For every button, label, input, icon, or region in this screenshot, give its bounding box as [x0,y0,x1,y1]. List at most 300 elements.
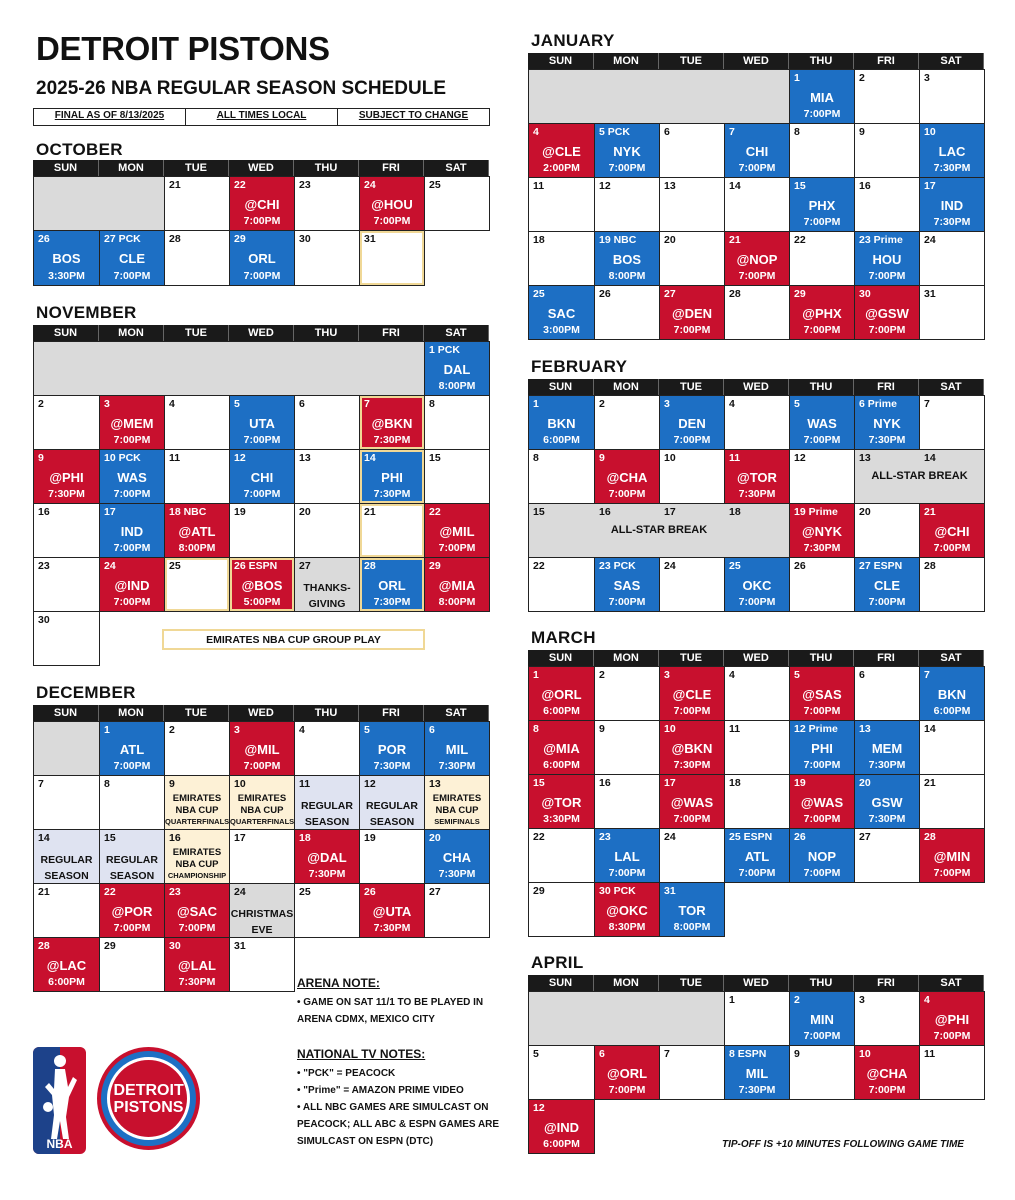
game-cell[interactable] [99,395,165,450]
day-cell [724,774,790,829]
day-number: 5 [533,1048,539,1060]
game-cell[interactable] [594,231,660,286]
day-number: 13 [664,180,676,192]
opponent: ORL [378,578,406,593]
game-cell[interactable] [594,828,660,883]
game-cell[interactable] [99,503,165,558]
day-number: 29 [533,885,545,897]
opponent: @MIA [543,741,580,756]
game-cell[interactable] [594,449,660,504]
opponent: CLE [874,578,900,593]
opponent: CHA [442,850,472,865]
game-time: 7:00PM [738,270,776,282]
game-cell[interactable] [659,666,725,721]
day-number: 21 [364,506,376,518]
game-cell[interactable] [528,774,595,829]
opponent: @LAL [178,958,216,973]
game-cell[interactable] [229,721,295,776]
tv-notes [297,1045,512,1150]
game-cell[interactable] [789,395,855,450]
day-number: 16 [599,777,611,789]
january-weekday-tue: TUE [659,53,724,69]
day-number: 25 ESPN [729,831,773,843]
game-time: 7:00PM [803,108,841,120]
day-cell [659,449,725,504]
day-cell [33,557,100,612]
note-text: REGULAR SEASON [106,854,158,882]
opponent: HOU [872,252,902,267]
game-time: 7:00PM [868,1084,906,1096]
game-cell[interactable] [789,666,855,721]
game-cell[interactable] [854,774,920,829]
game-time: 7:00PM [803,705,841,717]
game-time: 7:30PM [373,434,411,446]
opponent: @SAS [802,687,842,702]
day-number: 8 ESPN [729,1048,767,1060]
game-cell[interactable] [229,557,295,612]
opponent: @BKN [371,416,413,431]
day-number: 27 PCK [104,233,141,245]
november-label: NOVEMBER [36,303,137,322]
day-number: 23 [38,560,50,572]
day-number: 13 [859,452,871,464]
opponent: @MIL [439,524,475,539]
day-number: 1 [794,72,800,84]
day-number: 14 [364,452,376,464]
day-number: 14 [924,723,936,735]
game-cell[interactable] [854,395,920,450]
day-number: 24 [664,560,676,572]
day-number: 2 [38,398,44,410]
game-cell[interactable] [789,503,855,558]
blank-cell [33,721,100,776]
game-cell[interactable] [424,829,490,884]
day-number: 26 [794,560,806,572]
game-cell[interactable] [919,991,985,1046]
day-number: 3 [104,398,110,410]
game-cell[interactable] [594,1045,660,1100]
game-cell[interactable] [854,1045,920,1100]
game-cell[interactable] [854,557,920,612]
game-cell[interactable] [528,720,595,775]
opponent: @DEN [671,306,713,321]
january-weekday-sun: SUN [528,53,594,69]
game-cell[interactable] [229,449,295,504]
game-cell[interactable] [724,123,790,178]
game-cell[interactable] [789,774,855,829]
game-time: 7:30PM [48,488,85,500]
opponent: @WAS [800,795,844,810]
day-number: 10 [664,452,676,464]
day-number: 21 [924,506,936,518]
day-number: 26 [599,288,611,300]
game-cell[interactable] [919,123,985,178]
game-cell[interactable] [99,557,165,612]
game-cell[interactable] [528,666,595,721]
day-cell [659,231,725,286]
cup-round: SEMIFINALS [434,817,480,826]
day-number: 27 ESPN [859,560,903,572]
opponent: @CHI [934,524,970,539]
cup-note [230,793,294,828]
game-cell[interactable] [229,230,295,286]
day-cell [789,231,855,286]
game-cell[interactable] [789,285,855,340]
day-cell [229,503,295,558]
day-number: 15 [533,506,545,518]
day-number: 15 [104,832,116,844]
game-cell[interactable] [854,285,920,340]
day-number: 24 [924,234,936,246]
opponent: @MIL [244,742,280,757]
game-time: 7:00PM [608,488,646,500]
day-number: 29 [794,288,806,300]
game-cell[interactable] [359,449,425,504]
game-time: 7:00PM [868,324,906,336]
blank-cell [528,503,790,558]
opponent: BOS [52,251,81,266]
day-cell [164,557,230,612]
opponent: @CHI [244,197,280,212]
game-cell[interactable] [789,177,855,232]
game-time: 7:00PM [738,162,776,174]
game-time: 6:00PM [543,759,580,771]
day-cell [294,883,360,938]
november-weekday-thu: THU [294,325,359,341]
game-cell[interactable] [424,503,490,558]
day-cell [789,557,855,612]
game-cell[interactable] [229,176,295,231]
game-cell[interactable] [424,341,490,396]
day-number: 19 [364,832,376,844]
game-time: 7:30PM [868,759,906,771]
day-number: 25 [169,560,181,572]
day-cell [659,177,725,232]
regular-season-note [34,852,99,884]
day-number: 11 [729,723,741,735]
game-time: 3:30PM [543,813,580,825]
day-number: 24 [234,886,246,898]
game-cell[interactable] [99,883,165,938]
opponent: @MIA [438,578,476,593]
day-number: 19 [234,506,246,518]
opponent: NOP [807,849,837,864]
nba-logo-text: NBA [46,1137,73,1151]
day-number: 4 [924,994,930,1006]
opponent: @SAC [176,904,218,919]
day-number: 3 [234,724,240,736]
day-number: 14 [38,832,50,844]
day-number: 9 [599,723,605,735]
game-time: 7:00PM [933,1030,971,1042]
cup-note [165,847,229,882]
game-cell[interactable] [724,828,790,883]
game-cell[interactable] [854,231,920,286]
opponent: @CLE [542,144,581,159]
day-cell [724,720,790,775]
game-cell[interactable] [789,828,855,883]
all-star-break-label: ALL-STAR BREAK [871,470,968,482]
game-cell[interactable] [659,882,725,937]
opponent: IND [120,524,144,539]
game-cell[interactable] [659,720,725,775]
day-number: 19 NBC [599,234,637,246]
tv-note-simulcast: • ALL NBC GAMES ARE SIMULCAST ON PEACOCK; ALL ABC & ESPN GAMES ARE SIMULCAST ON ESPN (DTC) [297,1102,500,1147]
day-cell [854,69,920,124]
note-text: CHRISTMAS EVE [230,908,294,936]
day-cell [229,937,295,992]
day-number: 23 Prime [859,234,903,246]
opponent: BKN [937,687,967,702]
day-cell [99,775,165,830]
game-cell[interactable] [359,557,425,612]
day-number: 6 [429,724,435,736]
game-cell[interactable] [789,991,855,1046]
game-time: 7:00PM [113,488,151,500]
game-cell[interactable] [528,395,595,450]
october-weekday-fri: FRI [359,160,424,176]
january-weekday-fri: FRI [854,53,919,69]
day-cell [424,449,490,504]
opponent: @NOP [736,252,778,267]
day-number: 30 [299,233,311,245]
day-cell [724,991,790,1046]
opponent: @CHA [866,1066,908,1081]
day-number: 16 [599,506,611,518]
day-cell [789,449,855,504]
opponent: ATL [744,849,770,864]
day-cell [528,449,595,504]
game-time: 7:30PM [373,596,411,608]
day-cell [164,721,230,776]
day-cell [919,69,985,124]
opponent: CHI [250,470,274,485]
day-number: 28 [364,560,376,572]
game-time: 7:00PM [673,434,711,446]
game-cell[interactable] [724,231,790,286]
opponent: @HOU [371,197,413,212]
day-number: 8 [533,723,539,735]
game-cell[interactable] [229,395,295,450]
day-number: 3 [664,398,670,410]
day-number: 1 PCK [429,344,460,356]
game-cell[interactable] [594,123,660,178]
day-number: 6 [299,398,305,410]
day-number: 12 [234,452,246,464]
day-cell [659,557,725,612]
opponent: @ORL [606,1066,648,1081]
day-number: 20 [664,234,676,246]
game-cell[interactable] [33,937,100,992]
day-cell [724,666,790,721]
game-time: 5:00PM [243,596,281,608]
cup-note [425,793,489,828]
day-cell [919,1045,985,1100]
game-cell[interactable] [724,557,790,612]
nba-logo [33,1047,86,1154]
game-time: 7:00PM [438,542,476,554]
game-cell[interactable] [594,557,660,612]
day-number: 27 [429,886,441,898]
game-cell[interactable] [359,883,425,938]
game-time: 8:00PM [608,270,646,282]
opponent: BKN [547,416,576,431]
game-time: 7:00PM [113,542,151,554]
cup-group-play-banner: EMIRATES NBA CUP GROUP PLAY [162,629,425,650]
day-number: 1 [729,994,735,1006]
game-cell[interactable] [789,720,855,775]
cup-round: QUARTERFINALS [230,817,295,826]
day-number: 28 [169,233,181,245]
february-weekday-wed: WED [724,379,789,395]
game-time: 7:00PM [868,596,906,608]
game-cell[interactable] [919,666,985,721]
game-cell[interactable] [33,230,100,286]
day-number: 17 [104,506,116,518]
opponent: @PHI [934,1012,970,1027]
game-cell[interactable] [919,828,985,883]
game-cell[interactable] [789,69,855,124]
day-number: 5 [234,398,240,410]
game-time: 7:00PM [738,867,776,879]
game-cell[interactable] [424,721,490,776]
pistons-logo-text: DETROIT PISTONS [113,1081,184,1116]
day-number: 8 [794,126,800,138]
game-time: 7:00PM [803,434,841,446]
game-cell[interactable] [659,774,725,829]
opponent: MIL [445,742,469,757]
day-number: 17 [234,832,246,844]
day-cell [294,503,360,558]
game-cell[interactable] [424,557,490,612]
day-cell [724,177,790,232]
game-cell[interactable] [594,882,660,937]
day-number: 7 [364,398,370,410]
day-number: 2 [794,994,800,1006]
tv-note-peacock: • "PCK" = PEACOCK [297,1068,396,1079]
game-time: 7:00PM [933,867,971,879]
day-cell [659,828,725,883]
day-cell [854,177,920,232]
january-weekday-mon: MON [594,53,659,69]
december-weekday-thu: THU [294,705,359,721]
game-cell[interactable] [33,449,100,504]
game-time: 8:30PM [608,921,646,933]
november-weekday-tue: TUE [164,325,229,341]
day-cell [789,1045,855,1100]
game-time: 7:00PM [243,488,281,500]
game-cell[interactable] [528,1099,595,1154]
game-time: 7:00PM [113,270,151,282]
game-time: 7:00PM [803,867,841,879]
april-weekday-sun: SUN [528,975,594,991]
day-number: 7 [924,669,930,681]
tv-note-prime: • "Prime" = AMAZON PRIME VIDEO [297,1085,464,1096]
game-cell[interactable] [919,177,985,232]
day-number: 4 [729,669,735,681]
game-cell[interactable] [164,937,230,992]
game-time: 7:00PM [243,215,281,227]
day-cell [33,611,100,666]
day-cell [424,395,490,450]
day-number: 22 [533,831,545,843]
final-date-label: FINAL AS OF 8/13/2025 [34,109,186,125]
game-time: 7:00PM [113,922,151,934]
game-time: 7:30PM [373,488,411,500]
day-number: 1 [533,669,539,681]
day-cell [99,829,165,884]
day-cell [724,285,790,340]
october-weekday-sat: SAT [424,160,489,176]
day-cell [528,231,595,286]
game-cell[interactable] [659,395,725,450]
day-number: 28 [729,288,741,300]
game-cell[interactable] [724,449,790,504]
game-cell[interactable] [99,721,165,776]
day-cell [424,883,490,938]
opponent: @CHA [606,470,648,485]
day-number: 10 [234,778,246,790]
day-cell [594,720,660,775]
regular-season-note [100,852,164,884]
game-cell[interactable] [659,285,725,340]
game-time: 3:00PM [543,324,580,336]
opponent: PHI [381,470,403,485]
opponent: POR [377,742,407,757]
day-number: 6 [664,126,670,138]
january-weekday-sat: SAT [919,53,984,69]
game-cell[interactable] [359,721,425,776]
game-cell[interactable] [99,230,165,286]
opponent: @WAS [670,795,714,810]
game-cell[interactable] [724,1045,790,1100]
game-cell[interactable] [359,176,425,231]
game-time: 7:30PM [868,434,906,446]
day-cell [359,829,425,884]
day-cell [594,177,660,232]
day-number: 24 [104,560,116,572]
game-time: 7:00PM [738,596,776,608]
october-weekday-wed: WED [229,160,294,176]
game-cell[interactable] [528,123,595,178]
game-cell[interactable] [528,285,595,340]
game-cell[interactable] [99,449,165,504]
march-label: MARCH [531,628,596,647]
opponent: OKC [742,578,772,593]
day-number: 25 [299,886,311,898]
game-cell[interactable] [164,503,230,558]
day-cell [528,828,595,883]
game-cell[interactable] [919,503,985,558]
day-cell [294,449,360,504]
note-text: REGULAR SEASON [301,800,353,828]
game-time: 7:30PM [438,868,476,880]
day-number: 27 [859,831,871,843]
day-number: 18 NBC [169,506,207,518]
opponent: @PHI [49,470,84,485]
game-cell[interactable] [164,883,230,938]
february-weekday-sat: SAT [919,379,984,395]
game-cell[interactable] [854,720,920,775]
day-cell [594,666,660,721]
april-label: APRIL [531,953,584,972]
game-cell[interactable] [359,395,425,450]
day-number: 29 [429,560,441,572]
game-cell[interactable] [294,829,360,884]
day-number: 5 [794,669,800,681]
day-number: 22 [794,234,806,246]
day-number: 10 PCK [104,452,141,464]
